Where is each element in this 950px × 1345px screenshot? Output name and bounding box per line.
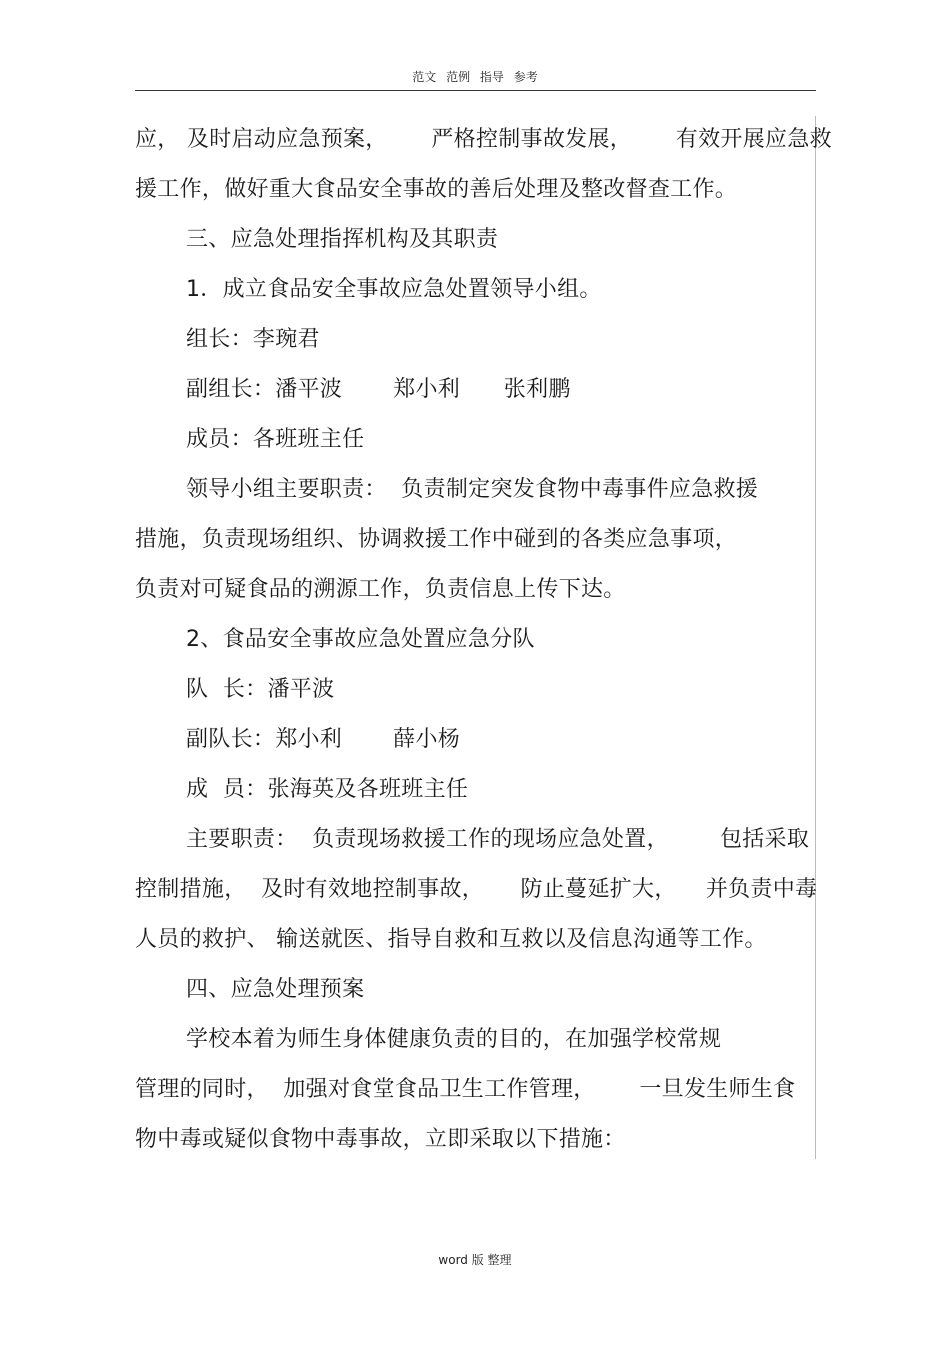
page-header: 范文 范例 指导 参考 xyxy=(412,70,538,84)
body-line: 副组长：潘平波 郑小利 张利鹏 xyxy=(186,377,571,402)
body-line: 领导小组主要职责： 负责制定突发食物中毒事件应急救援 xyxy=(186,477,759,502)
body-line: 成员：各班班主任 xyxy=(186,427,365,452)
body-line: 学校本着为师生身体健康负责的目的，在加强学校常规 xyxy=(186,1027,722,1052)
body-line: 控制措施， 及时有效地控制事故， 防止蔓延扩大， 并负责中毒 xyxy=(135,877,818,902)
body-line: 成 员：张海英及各班班主任 xyxy=(186,777,469,802)
subsection-heading: 1．成立食品安全事故应急处置领导小组。 xyxy=(186,277,602,302)
body-line: 应， 及时启动应急预案， 严格控制事故发展， 有效开展应急救 xyxy=(135,127,832,152)
margin-divider xyxy=(815,116,816,1159)
section-heading: 四、应急处理预案 xyxy=(186,977,365,1002)
body-line: 人员的救护、 输送就医、指导自救和互救以及信息沟通等工作。 xyxy=(135,927,767,952)
body-line: 队 长：潘平波 xyxy=(186,677,335,702)
body-line: 副队长：郑小利 薛小杨 xyxy=(186,727,461,752)
page-footer: word 版 整理 xyxy=(438,1253,512,1267)
body-line: 措施，负责现场组织、协调救援工作中碰到的各类应急事项， xyxy=(135,527,738,552)
body-line: 负责对可疑食品的溯源工作，负责信息上传下达。 xyxy=(135,577,626,602)
section-heading: 三、应急处理指挥机构及其职责 xyxy=(186,227,499,252)
body-line: 组长：李琬君 xyxy=(186,327,320,352)
body-line: 援工作，做好重大食品安全事故的善后处理及整改督查工作。 xyxy=(135,177,738,202)
header-divider xyxy=(135,90,816,91)
body-line: 物中毒或疑似食物中毒事故，立即采取以下措施： xyxy=(135,1127,626,1152)
body-line: 管理的同时， 加强对食堂食品卫生工作管理， 一旦发生师生食 xyxy=(135,1077,796,1102)
body-line: 主要职责： 负责现场救援工作的现场应急处置， 包括采取 xyxy=(186,827,810,852)
subsection-heading: 2、食品安全事故应急处置应急分队 xyxy=(186,627,535,652)
